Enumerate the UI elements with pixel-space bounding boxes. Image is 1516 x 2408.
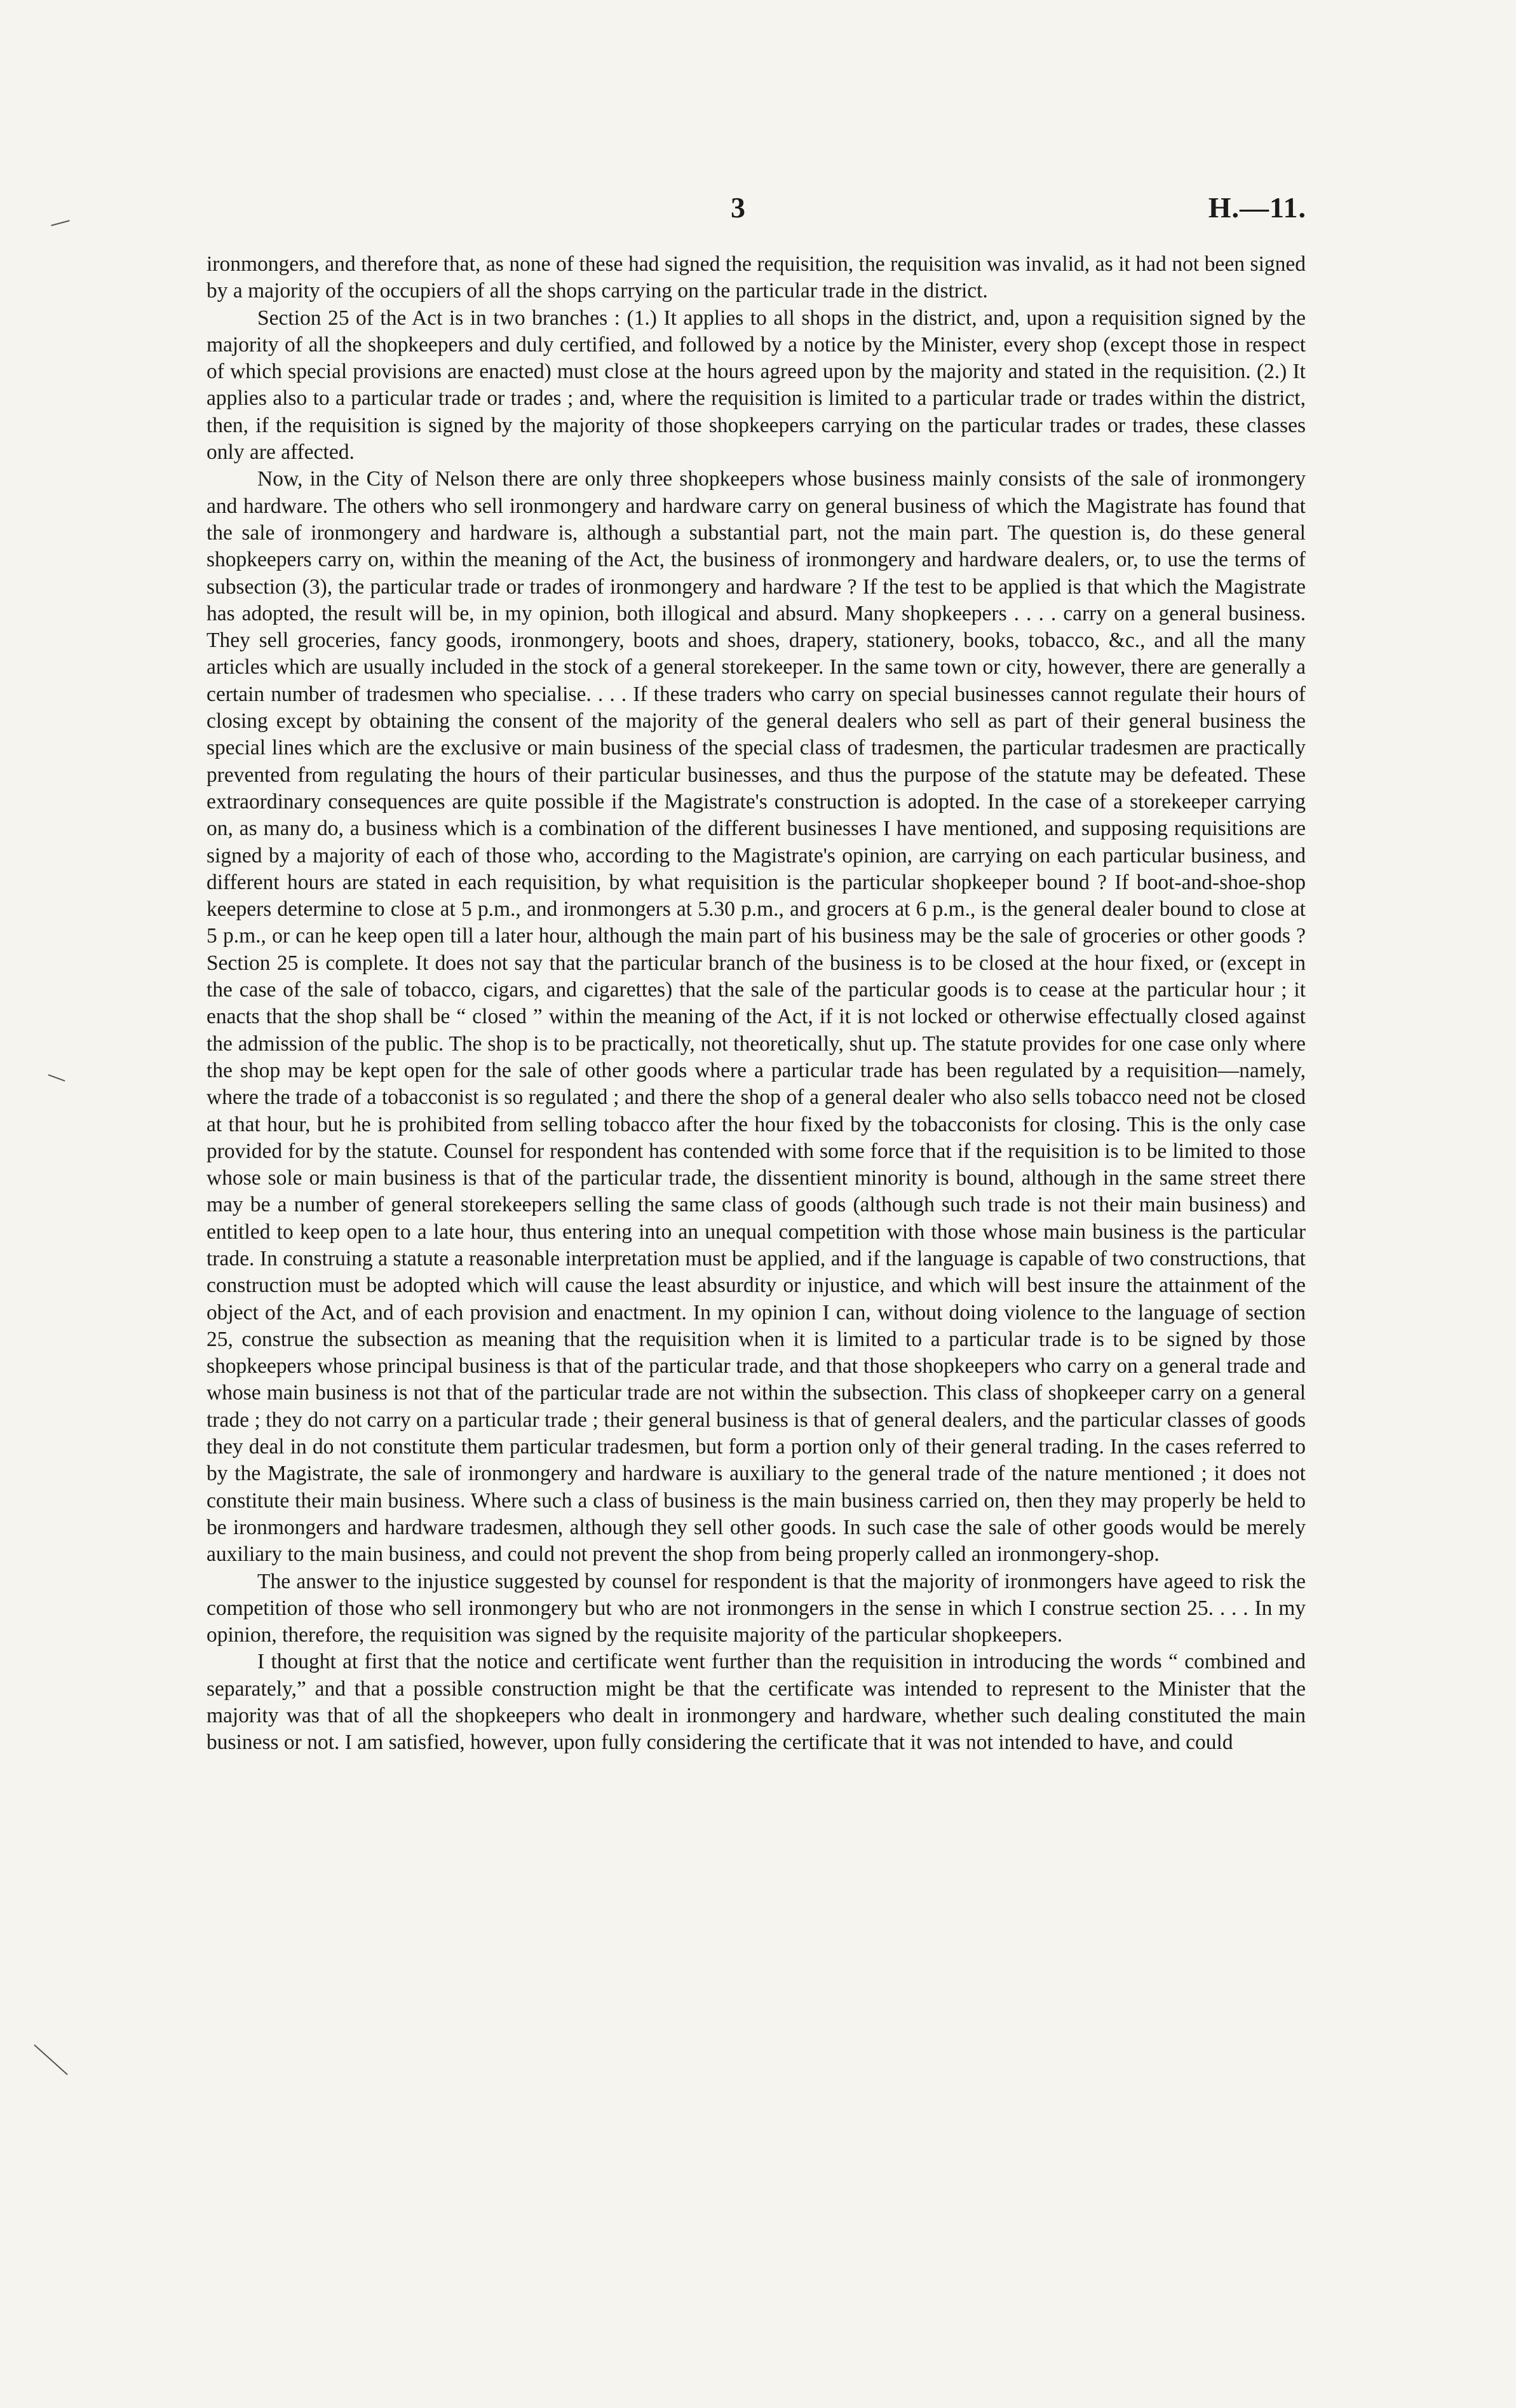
paragraph-continuation: ironmongers, and therefore that, as none of these had signed the requisition, the requisition was invalid, as it had not been signed by a majority of the occupiers of all the shops carrying on the particular trade in the district. — [206, 252, 1306, 303]
document-body — [206, 251, 1306, 1757]
page-number: 3 — [731, 191, 745, 224]
paragraph-section-25: Section 25 of the Act is in two branches : (1.) It applies to all shops in the district, and, upon a requisition signed by the majority of all the shopkeepers and duly certified, and followed by a notice by the Minister, every shop (except those in respect of which special provisions are enacted) must close at the hours agreed upon by the majority and stated in the requisition. (2.) It applies also to a particular trade or trades ; and, where the requisition is limited to a particular trade or trades within the district, then, if the requisition is signed by the majority of those shopkeepers carrying on the particular trades or trades, these classes only are affected. — [206, 306, 1306, 465]
paragraph-notice-and-certificate: I thought at first that the notice and certificate went further than the requisition in introducing the words “ combined and separately,” and that a possible construction might be that the certificate was intended to represent to the Minister that the majority was that of all the shopkeepers who dealt in ironmongery and hardware, whether such dealing constituted the main business or not. I am satisfied, however, upon fully considering the certificate that it was not intended to have, and could — [206, 1650, 1306, 1755]
margin-mark-bottom — [34, 2044, 67, 2075]
document-reference: H.—11. — [1208, 191, 1306, 224]
paragraph-city-of-nelson: Now, in the City of Nelson there are only three shopkeepers whose business mainly consists of the sale of ironmongery and hardware. The others who sell ironmongery and hardware carry on general business of which the Magistrate has found that the sale of ironmongery and hardware is, although a substantial part, not the main part. The question is, do these general shopkeepers carry on, within the meaning of the Act, the business of ironmongery and hardware dealers, or, to use the terms of subsection (3), the particular trade or trades of ironmongery and hardware ? If the test to be applied is that which the Magistrate has adopted, the result will be, in my opinion, both illogical and absurd. Many shopkeepers . . . . carry on a general business. They sell groceries, fancy goods, ironmongery, boots and shoes, drapery, stationery, books, tobacco, &c., and all the many articles which are usually included in the stock of a general storekeeper. In the same town or city, however, there are generally a certain number of tradesmen who specialise. . . . If these traders who carry on special businesses cannot regulate their hours of closing except by obtaining the consent of the majority of the general dealers who sell as part of their general business the special lines which are the exclusive or main business of the special class of tradesmen, the particular tradesmen are practically prevented from regulating the hours of their particular businesses, and thus the purpose of the statute may be defeated. These extraordinary consequences are quite possible if the Magistrate's construction is adopted. In the case of a storekeeper carrying on, as many do, a business which is a combination of the different businesses I have mentioned, and supposing requisitions are signed by a majority of each of those who, according to the Magistrate's opinion, are carrying on each particular business, and different hours are stated in each requisition, by what requisition is the particular shopkeeper bound ? If boot-and-shoe-shop keepers determine to close at 5 p.m., and ironmongers at 5.30 p.m., and grocers at 6 p.m., is the general dealer bound to close at 5 p.m., or can he keep open till a later hour, although the main part of his business may be the sale of groceries or other goods ? Section 25 is complete. It does not say that the particular branch of the business is to be closed at the hour fixed, or (except in the case of the sale of tobacco, cigars, and cigarettes) that the sale of the particular goods is to cease at the particular hour ; it enacts that the shop shall be “ closed ” within the meaning of the Act, if it is not locked or otherwise effectually closed against the admission of the public. The shop is to be practically, not theoretically, shut up. The statute provides for one case only where the shop may be kept open for the sale of other goods where a particular trade has been regulated by a requisition—namely, where the trade of a tobacconist is so regulated ; and there the shop of a general dealer who also sells tobacco need not be closed at that hour, but he is prohibited from selling tobacco after the hour fixed by the tobacconists for closing. This is the only case provided for by the statute. Counsel for respondent has contended with some force that if the requisition is to be limited to those whose sole or main business is that of the particular trade, the dissentient minority is bound, although in the same street there may be a number of general storekeepers selling the same class of goods (although such trade is not their main business) and entitled to keep open to a late hour, thus entering into an unequal competition with those whose main business is the particular trade. In construing a statute a reasonable interpretation must be applied, and if the language is capable of two constructions, that construction must be adopted which will cause the least absurdity or injustice, and which will best insure the attainment of the object of the Act, and of each provision and enactment. In my opinion I can, without doing violence to the language of section 25, construe the subsection as meaning that the requisition when it is limited to a particular trade is to be signed by those shopkeepers whose principal business is that of the particular trade, and that those shopkeepers who carry on a general trade and whose main business is not that of the particular trade are not within the subsection. This class of shopkeeper carry on a general trade ; they do not carry on a particular trade ; their general business is that of general dealers, and the particular classes of goods they deal in do not constitute them particular tradesmen, but form a portion only of their general trading. In the cases referred to by the Magistrate, the sale of ironmongery and hardware is auxiliary to the general trade of the nature mentioned ; it does not constitute their main business. Where such a class of business is the main business carried on, then they may properly be held to be ironmongers and hardware tradesmen, although they sell other goods. In such case the sale of other goods would be merely auxiliary to the main business, and could not prevent the shop from being properly called an ironmongery-shop. — [206, 467, 1306, 1567]
page-header — [0, 191, 1516, 241]
margin-mark-middle — [48, 1074, 65, 1081]
paragraph-answer-to-injustice: The answer to the injustice suggested by counsel for respondent is that the majority of ironmongers have ageed to risk the competition of those who sell ironmongery but who are not ironmongers in the sense in which I construe section 25. . . . In my opinion, therefore, the requisition was signed by the requisite majority of the particular shopkeepers. — [206, 1569, 1306, 1647]
